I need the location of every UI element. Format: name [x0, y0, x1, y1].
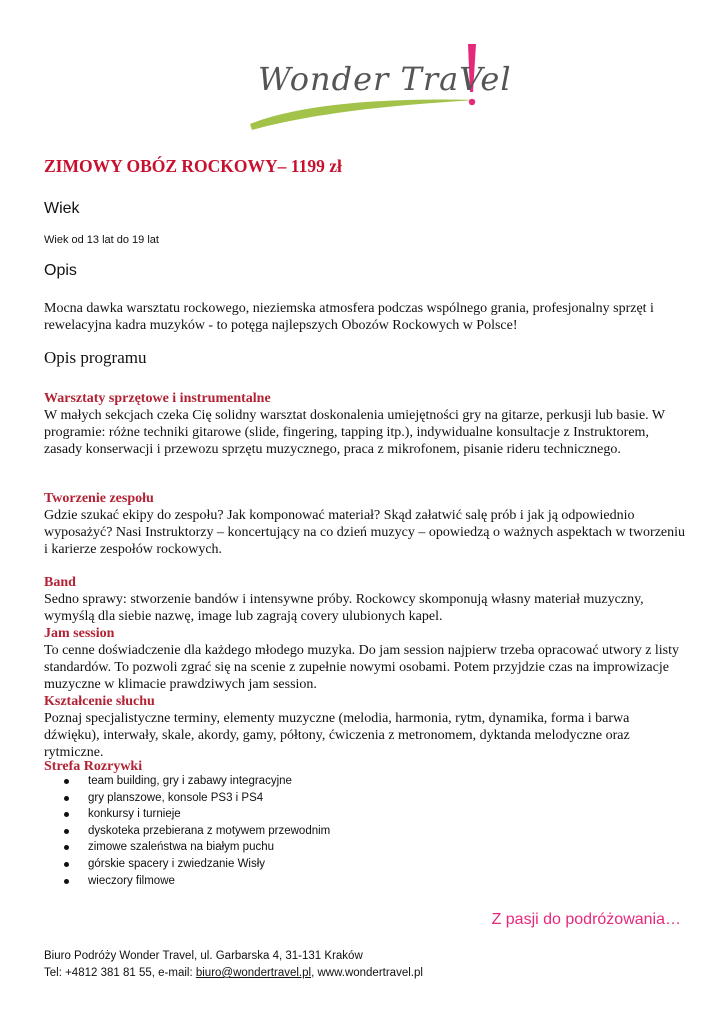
- program-section-jam-session: [44, 625, 688, 693]
- bullet-icon: [64, 796, 69, 801]
- description-text: Mocna dawka warsztatu rockowego, nieziemska atmosfera podczas wspólnego grania, profesjonalny sprzęt i rewelacyjna kadra muzyków - to potęga najlepszych Obozów Rockowych w Polsce!: [44, 301, 654, 333]
- age-heading: Wiek: [44, 200, 80, 217]
- footer-address: Biuro Podróży Wonder Travel, ul. Garbarska 4, 31-131 Kraków: [44, 950, 363, 962]
- bullet-icon: [64, 862, 69, 867]
- section-title: Warsztaty sprzętowe i instrumentalne: [44, 391, 271, 406]
- section-title: Kształcenie słuchu: [44, 694, 155, 709]
- section-title: Band: [44, 575, 76, 590]
- section-text: Poznaj specjalistyczne terminy, elementy muzyczne (melodia, harmonia, rytm, dynamika, forma i barwa dźwięku), interwały, skale, akordy, gamy, półtony, ćwiczenia z metronomem, dyktanda melodyczne oraz rytmiczne.: [44, 711, 630, 760]
- section-title: Jam session: [44, 626, 115, 641]
- email-link[interactable]: biuro@wondertravel.pl: [195, 967, 312, 979]
- section-title: Strefa Rozrywki: [44, 759, 143, 774]
- bullet-icon: [64, 845, 69, 850]
- brand-logo: [246, 40, 512, 132]
- list-item: górskie spacery i zwiedzanie Wisły: [62, 856, 330, 873]
- section-text: To cenne doświadczenie dla każdego młodego muzyka. Do jam session najpierw trzeba opracować utwory z listy standardów. To pozwoli zgrać się na scenie z zupełnie nowymi osobami. Potem przyjdzie czas na improwizacje muzyczne w klimacie prawdziwych jam session.: [44, 643, 680, 692]
- footer: [44, 948, 423, 982]
- list-item: zimowe szaleństwa na białym puchu: [62, 839, 330, 856]
- list-item: dyskoteka przebierana z motywem przewodnim: [62, 823, 330, 840]
- section-text: W małych sekcjach czeka Cię solidny warsztat doskonalenia umiejętności gry na gitarze, perkusji lub basie. W programie: różne techniki gitarowe (slide, fingering, tapping itp.), indywidualne konsultacje z Instruktorem, zasady konserwacji i przewozu sprzętu muzycznego, praca z mikrofonem, pisanie rideru technicznego.: [44, 408, 665, 457]
- bullet-icon: [64, 779, 69, 784]
- page-title: ZIMOWY OBÓZ ROCKOWY– 1199 zł: [44, 156, 342, 176]
- footer-contact: Tel: +4812 381 81 55, e-mail: biuro@wondertravel.pl, www.wondertravel.pl: [44, 967, 423, 979]
- age-text: Wiek od 13 lat do 19 lat: [44, 234, 159, 246]
- list-item: gry planszowe, konsole PS3 i PS4: [62, 790, 330, 807]
- program-section-band: [44, 574, 688, 625]
- entertainment-list: [62, 773, 330, 889]
- section-title: Tworzenie zespołu: [44, 491, 154, 506]
- program-heading: Opis programu: [44, 348, 147, 367]
- section-text: Sedno sprawy: stworzenie bandów i intensywne próby. Rockowcy skomponują własny materiał muzyczny, wymyślą dla siebie nazwę, image lub zagrają covery ulubionych kapel.: [44, 592, 644, 624]
- logo-wordmark: Wonder TraVel: [258, 60, 512, 98]
- slogan: Z pasji do podróżowania…: [491, 911, 681, 928]
- bullet-icon: [64, 829, 69, 834]
- bullet-icon: [64, 812, 69, 817]
- list-item: team building, gry i zabawy integracyjne: [62, 773, 330, 790]
- section-text: Gdzie szukać ekipy do zespołu? Jak komponować materiał? Skąd załatwić salę prób i jak ją odpowiednio wyposażyć? Nasi Instruktorzy – koncertujący na co dzień muzycy – opowiedzą o ważnych aspektach w tworzeniu i karierze zespołów rockowych.: [44, 508, 686, 557]
- description-heading: Opis: [44, 262, 77, 279]
- program-section-ear-training: [44, 693, 688, 761]
- list-item: konkursy i turnieje: [62, 806, 330, 823]
- list-item: wieczory filmowe: [62, 873, 330, 890]
- program-section-workshops: [44, 390, 688, 458]
- program-section-band-creation: [44, 490, 688, 558]
- bullet-icon: [64, 879, 69, 884]
